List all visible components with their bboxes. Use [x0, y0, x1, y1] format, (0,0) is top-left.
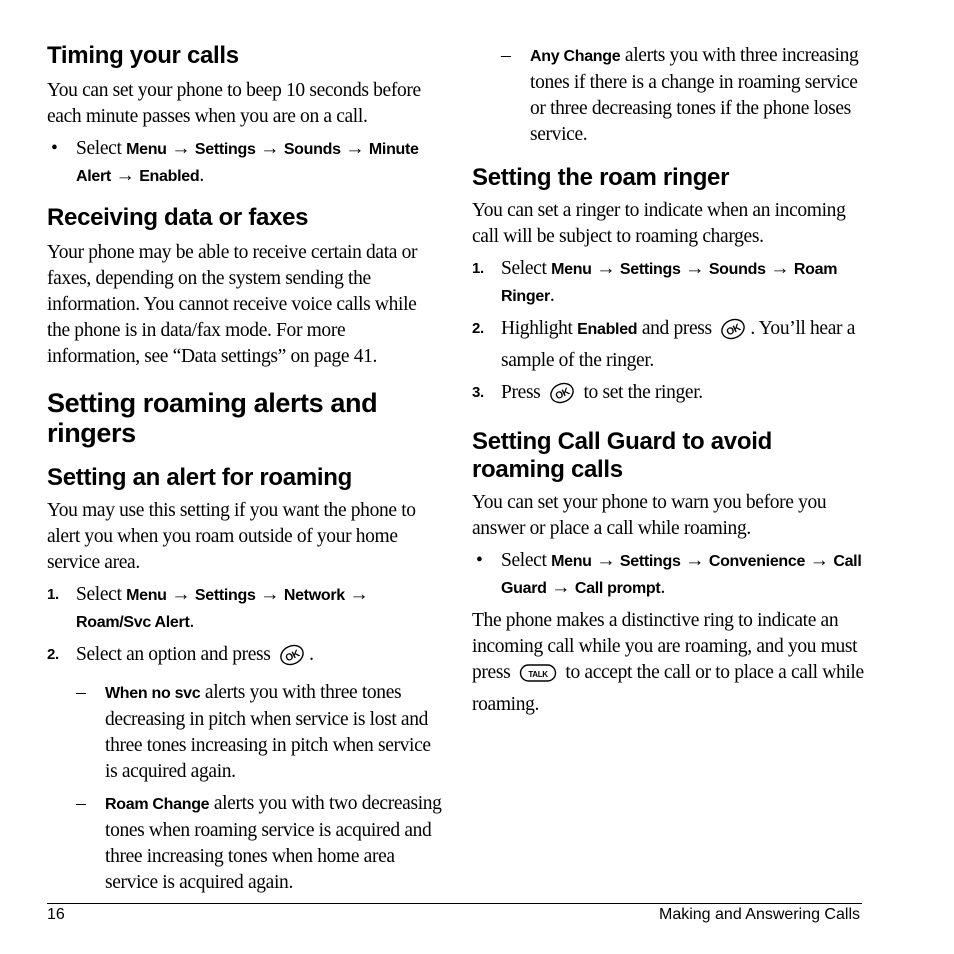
dash-marker: –: [76, 793, 86, 814]
menu-path-item: Roam/Svc Alert: [76, 614, 190, 631]
menu-path-item: Menu: [551, 553, 592, 570]
ok-key-icon: [549, 382, 575, 412]
alert-step-1: [47, 582, 442, 636]
arrow: →: [809, 550, 829, 571]
menu-path-item: Settings: [619, 261, 681, 278]
guard-body: You can set your phone to warn you before you answer or place a call while roaming.: [472, 492, 827, 539]
svg-text:TALK: TALK: [528, 670, 548, 679]
heading-roaming-alerts: Setting roaming alerts and ringers: [47, 388, 378, 448]
svg-text:OK: OK: [725, 322, 743, 339]
arrow: →: [171, 138, 191, 159]
heading-call-guard: Setting Call Guard to avoid roaming calls: [472, 428, 772, 483]
guard-body-2-start: The phone makes a distinctive ring to indicate an incoming call while you are roaming, and you must press: [472, 610, 858, 683]
dash-marker: –: [501, 45, 511, 66]
heading-receiving-data: Receiving data or faxes: [47, 204, 309, 231]
select-word: Select: [76, 584, 122, 605]
arrow: →: [345, 138, 365, 159]
ringer-step-3: [472, 380, 864, 412]
menu-path-item: Call Guard: [501, 553, 862, 597]
menu-path-item: Minute Alert: [76, 141, 419, 185]
right-column: [472, 40, 864, 718]
option-when-no-svc: [76, 680, 442, 785]
menu-path-item: Roam Ringer: [501, 261, 838, 305]
step-text: Select an option and press: [76, 644, 271, 665]
svg-text:OK: OK: [283, 648, 302, 665]
period: .: [660, 577, 665, 598]
arrow: →: [596, 258, 616, 279]
ringer-body: You can set a ringer to indicate when an incoming call will be subject to roaming charges.: [472, 200, 846, 247]
period: .: [549, 285, 555, 306]
step-text: to set the ringer.: [583, 382, 703, 403]
arrow: →: [685, 550, 705, 571]
arrow: →: [260, 584, 280, 605]
period: .: [199, 165, 204, 186]
guard-body-2-end: to accept the call or to place a call while roaming.: [472, 662, 864, 715]
bullet-marker: •: [476, 550, 483, 571]
select-word: Select: [501, 258, 547, 279]
option-term: When no svc: [105, 685, 201, 702]
option-text: alerts you with two decreasing tones when roaming service is acquired and three increasing tones when home area service is acquired again.: [105, 793, 442, 893]
heading-timing-your-calls: Timing your calls: [47, 42, 239, 69]
menu-path-item: Sounds: [708, 261, 766, 278]
select-word: Select: [501, 550, 547, 571]
menu-path-item: Sounds: [283, 141, 341, 158]
option-term: Roam Change: [105, 796, 210, 813]
step-number: 2.: [472, 320, 484, 337]
select-word: Select: [76, 138, 122, 159]
timing-bullet: [47, 136, 442, 190]
step-text: and press: [641, 318, 712, 339]
menu-path-item: Settings: [619, 553, 681, 570]
left-column: [47, 40, 442, 896]
option-any-change: [501, 43, 864, 148]
guard-bullet: [472, 548, 864, 602]
period: .: [309, 644, 314, 665]
period: .: [189, 611, 195, 632]
arrow: →: [115, 165, 135, 186]
option-text: alerts you with three tones decreasing in pitch when service is lost and three tones increasing in pitch when service is acquired again.: [105, 682, 431, 782]
ok-key-icon: [279, 644, 305, 674]
menu-path-item: Enabled: [139, 168, 200, 185]
arrow: →: [770, 258, 790, 279]
arrow: →: [260, 138, 280, 159]
bullet-marker: •: [51, 138, 58, 159]
menu-path-item: Settings: [194, 141, 256, 158]
step-number: 3.: [472, 384, 484, 401]
arrow: →: [171, 584, 191, 605]
menu-path-item: Settings: [194, 587, 256, 604]
menu-path-item: Menu: [551, 261, 592, 278]
menu-path-item: Convenience: [708, 553, 806, 570]
receiving-body: Your phone may be able to receive certain data or faxes, depending on the system sending the information. You cannot receive voice calls while the phone is in data/fax mode. For more information, see “Data settings” on page 41.: [47, 242, 418, 367]
menu-path-item: Menu: [126, 141, 167, 158]
talk-key-icon: [519, 662, 557, 692]
menu-path-item: Network: [283, 587, 345, 604]
arrow: →: [551, 577, 571, 598]
step-text: Highlight: [501, 318, 573, 339]
svg-text:OK: OK: [553, 386, 572, 403]
step-text: Press: [501, 382, 541, 403]
arrow: →: [349, 584, 369, 605]
alert-step-2: [47, 642, 442, 674]
chapter-title: Making and Answering Calls: [659, 906, 860, 923]
menu-path-item: Call prompt: [574, 580, 661, 597]
heading-alert-for-roaming: Setting an alert for roaming: [47, 464, 352, 491]
menu-path-item: Menu: [126, 587, 167, 604]
option-term: Any Change: [530, 48, 621, 65]
option-text: alerts you with three increasing tones if there is a change in roaming service or three decreasing tones if the phone loses service.: [530, 45, 859, 145]
arrow: →: [596, 550, 616, 571]
step-number: 1.: [472, 260, 484, 277]
alert-body: You may use this setting if you want the phone to alert you when you roam outside of your home service area.: [47, 500, 416, 573]
timing-body: You can set your phone to beep 10 seconds before each minute passes when you are on a call.: [47, 80, 421, 127]
page-number: 16: [47, 906, 65, 923]
footer-rule: [47, 903, 862, 904]
option-term: Enabled: [577, 321, 638, 338]
step-number: 1.: [47, 586, 59, 603]
arrow: →: [685, 258, 705, 279]
guard-body-2: [472, 608, 864, 718]
dash-marker: –: [76, 682, 86, 703]
ok-key-icon: [720, 318, 746, 348]
option-roam-change: [76, 791, 442, 896]
step-number: 2.: [47, 646, 59, 663]
step-text: . You’ll hear a sample of the ringer.: [501, 318, 856, 371]
ringer-step-2: [472, 316, 864, 374]
heading-roam-ringer: Setting the roam ringer: [472, 164, 730, 191]
ringer-step-1: [472, 256, 864, 310]
